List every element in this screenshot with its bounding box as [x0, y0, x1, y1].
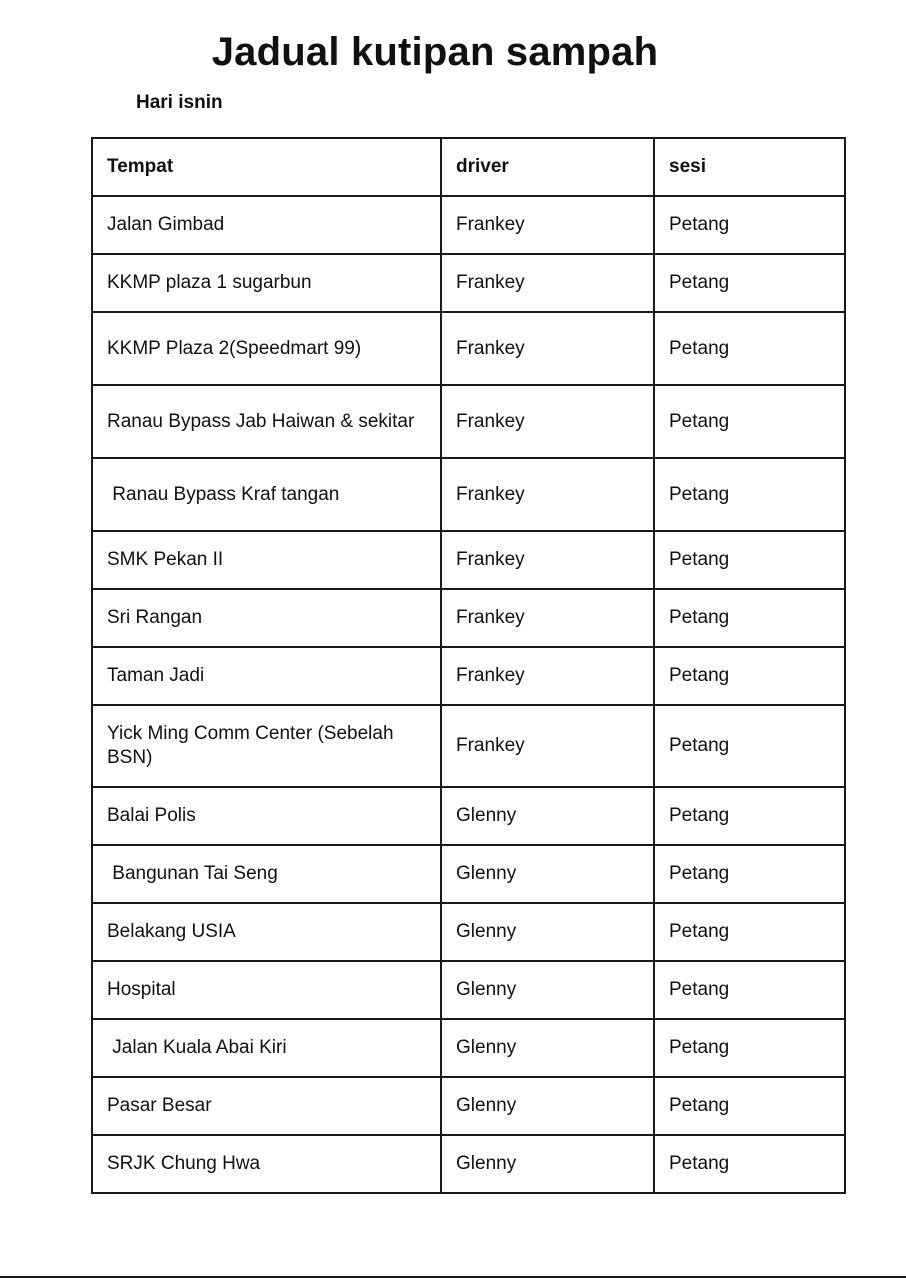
table-row: [92, 961, 845, 1019]
table-row: [92, 1077, 845, 1135]
cell-sesi: Petang: [654, 589, 845, 647]
cell-sesi: Petang: [654, 1077, 845, 1135]
cell-sesi: Petang: [654, 196, 845, 254]
cell-sesi: Petang: [654, 647, 845, 705]
cell-sesi: Petang: [654, 312, 845, 385]
cell-sesi: Petang: [654, 845, 845, 903]
cell-driver: Frankey: [441, 254, 654, 312]
cell-sesi: Petang: [654, 787, 845, 845]
cell-driver: Frankey: [441, 647, 654, 705]
table-row: [92, 903, 845, 961]
cell-sesi: Petang: [654, 903, 845, 961]
cell-driver: Glenny: [441, 1019, 654, 1077]
cell-sesi: Petang: [654, 458, 845, 531]
cell-tempat: Belakang USIA: [92, 903, 441, 961]
cell-driver: Glenny: [441, 961, 654, 1019]
cell-driver: Frankey: [441, 531, 654, 589]
table-row: [92, 647, 845, 705]
bottom-divider: [0, 1276, 906, 1278]
cell-driver: Frankey: [441, 589, 654, 647]
table-row: [92, 385, 845, 458]
cell-tempat: Sri Rangan: [92, 589, 441, 647]
table-row: [92, 1135, 845, 1193]
cell-tempat: Pasar Besar: [92, 1077, 441, 1135]
cell-driver: Glenny: [441, 1077, 654, 1135]
header-sesi: sesi: [654, 138, 845, 196]
cell-tempat: KKMP plaza 1 sugarbun: [92, 254, 441, 312]
cell-tempat: SRJK Chung Hwa: [92, 1135, 441, 1193]
cell-driver: Frankey: [441, 312, 654, 385]
page-title: Jadual kutipan sampah: [211, 30, 659, 74]
cell-tempat: Bangunan Tai Seng: [92, 845, 441, 903]
cell-tempat: Yick Ming Comm Center (Sebelah BSN): [92, 705, 441, 787]
cell-driver: Frankey: [441, 458, 654, 531]
cell-tempat: Jalan Kuala Abai Kiri: [92, 1019, 441, 1077]
table-header-row: [92, 138, 845, 196]
cell-tempat: Balai Polis: [92, 787, 441, 845]
cell-driver: Frankey: [441, 385, 654, 458]
cell-tempat: Jalan Gimbad: [92, 196, 441, 254]
table-row: [92, 196, 845, 254]
header-driver: driver: [441, 138, 654, 196]
schedule-table: [91, 137, 846, 1194]
cell-driver: Frankey: [441, 705, 654, 787]
table-row: [92, 787, 845, 845]
cell-driver: Glenny: [441, 1135, 654, 1193]
cell-sesi: Petang: [654, 531, 845, 589]
cell-sesi: Petang: [654, 961, 845, 1019]
table-row: [92, 531, 845, 589]
cell-tempat: Ranau Bypass Jab Haiwan & sekitar: [92, 385, 441, 458]
cell-driver: Glenny: [441, 845, 654, 903]
table-row: [92, 705, 845, 787]
cell-tempat: SMK Pekan II: [92, 531, 441, 589]
cell-sesi: Petang: [654, 705, 845, 787]
cell-driver: Glenny: [441, 903, 654, 961]
cell-driver: Frankey: [441, 196, 654, 254]
cell-sesi: Petang: [654, 385, 845, 458]
header-tempat: Tempat: [92, 138, 441, 196]
cell-tempat: Ranau Bypass Kraf tangan: [92, 458, 441, 531]
cell-tempat: Hospital: [92, 961, 441, 1019]
table-row: [92, 589, 845, 647]
table-row: [92, 845, 845, 903]
cell-sesi: Petang: [654, 1135, 845, 1193]
page-subtitle: Hari isnin: [136, 92, 223, 113]
cell-driver: Glenny: [441, 787, 654, 845]
cell-tempat: Taman Jadi: [92, 647, 441, 705]
table-row: [92, 312, 845, 385]
table-row: [92, 458, 845, 531]
cell-sesi: Petang: [654, 254, 845, 312]
table-row: [92, 1019, 845, 1077]
cell-tempat: KKMP Plaza 2(Speedmart 99): [92, 312, 441, 385]
cell-sesi: Petang: [654, 1019, 845, 1077]
table-row: [92, 254, 845, 312]
